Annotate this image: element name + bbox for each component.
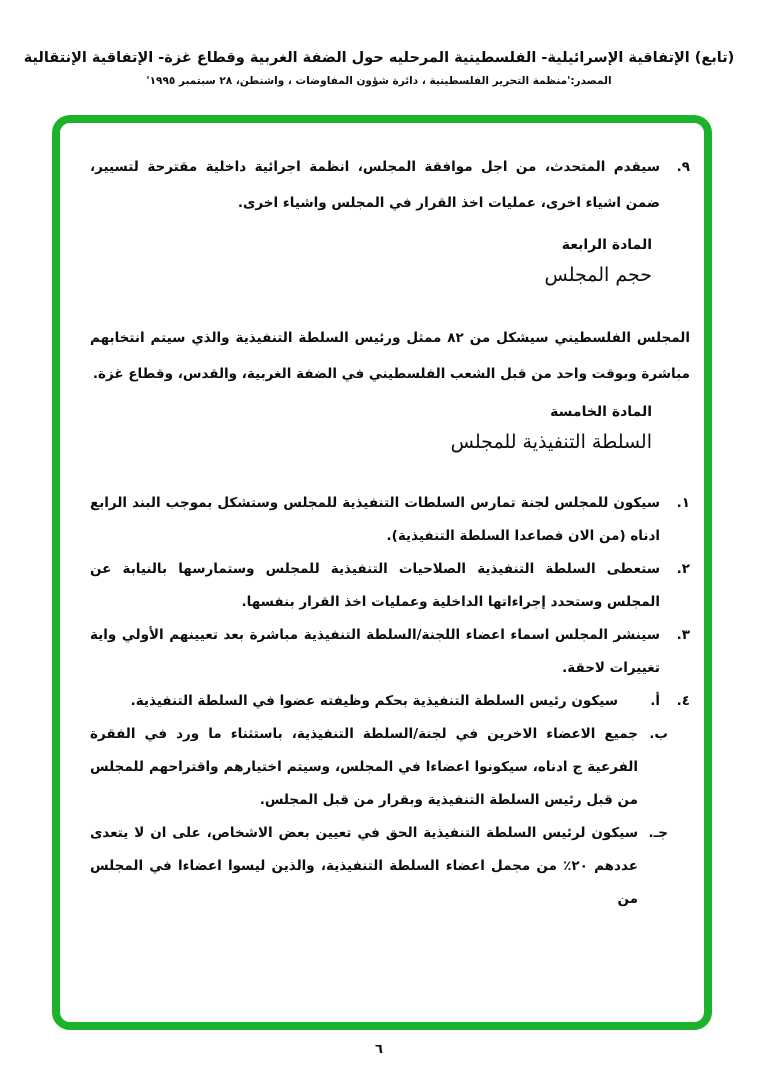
list-item-1 bbox=[90, 487, 690, 553]
list-marker-4c: جـ. bbox=[648, 825, 668, 841]
list-item-4c-text: سيكون لرئيس السلطة التنفيذية الحق في تعيين بعض الاشخاص، على ان لا يتعدى عددهم ٢٠٪ من مجمل اعضاء السلطة التنفيذية، والذين ليسوا اعضاءا في المجلس من bbox=[90, 825, 638, 907]
list-item-2-text: ستعطى السلطة التنفيذية الصلاحيات التنفيذية للمجلس وستمارسها بالنيابة عن المجلس وستحدد إجراءاتها الداخلية وعمليات اخذ القرار بنفسها. bbox=[90, 561, 660, 610]
list-item-4b bbox=[90, 718, 668, 817]
list-item-9 bbox=[90, 149, 690, 221]
list-item-4b-text: جميع الاعضاء الاخرين في لجنة/السلطة التنفيذية، باستثناء ما ورد في الفقرة الفرعية ج ادناه، سيكونوا اعضاءا في المجلس، وسيتم اختيارهم واقتراحهم للمجلس من قبل رئيس السلطة التنفيذية وبقرار من قبل المجلس. bbox=[90, 726, 638, 808]
article5-subheading: السلطة التنفيذية للمجلس bbox=[450, 431, 652, 453]
article4-heading: المادة الرابعة bbox=[561, 237, 652, 253]
list-marker-4: ٤. bbox=[676, 693, 690, 709]
list-item-4a-text: سيكون رئيس السلطة التنفيذية بحكم وظيفته عضوا في السلطة التنفيذية. bbox=[130, 693, 618, 709]
list-marker-2: ٢. bbox=[676, 561, 690, 577]
page-number: ٦ bbox=[375, 1042, 383, 1057]
list-item-4 bbox=[90, 685, 690, 718]
list-item-2 bbox=[90, 553, 690, 619]
list-item-9-text: سيقدم المتحدث، من اجل موافقة المجلس، انظمة اجرائية داخلية مقترحة لتسيير، ضمن اشياء اخرى، عمليات اخذ القرار في المجلس واشياء اخرى. bbox=[90, 159, 660, 211]
article4-body: المجلس الفلسطيني سيشكل من ٨٢ ممثل ورئيس السلطة التنفيذية والذي سيتم انتخابهم مباشرة وبوقت واحد من قبل الشعب الفلسطيني في الضفة الغربية، والقدس، وقطاع غزة. bbox=[90, 330, 690, 382]
document-title: (تابع) الإتفاقية الإسرائيلية- الفلسطينية المرحليه حول الضفة الغربية وقطاع غزة- الإتفاقية الإنتقالية bbox=[23, 50, 735, 66]
highlight-border-box bbox=[52, 115, 712, 1030]
list-marker-3: ٣. bbox=[676, 627, 690, 643]
list-item-1-text: سيكون للمجلس لجنة تمارس السلطات التنفيذية للمجلس وستشكل بموجب البند الرابع ادناه (من الان فصاعدا السلطة التنفيذية). bbox=[90, 495, 660, 544]
document-source-line: المصدر:'منظمة التحرير الفلسطينية ، دائرة شؤون المفاوضات ، واشنطن، ٢٨ سبتمبر ١٩٩٥' bbox=[146, 75, 612, 87]
list-item-3 bbox=[90, 619, 690, 685]
article5-list bbox=[90, 487, 690, 916]
article5-heading: المادة الخامسة bbox=[550, 404, 652, 420]
list-marker-1: ١. bbox=[676, 495, 690, 511]
list-marker-9: ٩. bbox=[676, 159, 690, 175]
document-header bbox=[0, 0, 758, 87]
list-marker-4b: ب. bbox=[649, 726, 668, 742]
list-item-4c bbox=[90, 817, 668, 916]
list-submarker-4a: أ. bbox=[650, 693, 660, 709]
list-item-3-text: سينشر المجلس اسماء اعضاء اللجنة/السلطة التنفيذية مباشرة بعد تعيينهم الأولي واية تغييرات لاحقة. bbox=[90, 627, 660, 676]
article4-subheading: حجم المجلس bbox=[544, 264, 652, 286]
